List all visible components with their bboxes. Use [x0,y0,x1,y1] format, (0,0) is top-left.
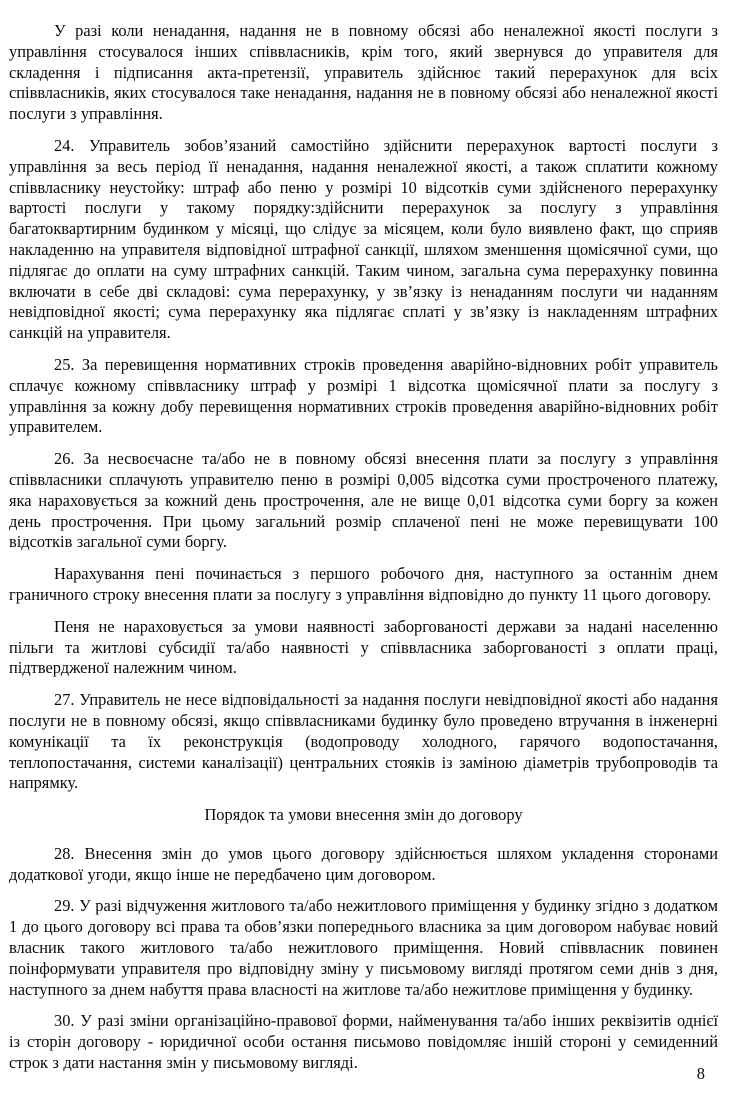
paragraph-clause-30: 30. У разі зміни організаційно-правової форми, найменування та/або інших реквізитів однієї із сторін договору - юридичної особи остання письмово повідомляє іншій стороні у семиденний строк з дати настання змін у письмовому вигляді. [9,1011,718,1073]
paragraph-clause-25: 25. За перевищення нормативних строків проведення аварійно-відновних робіт управитель сплачує кожному співвласнику штраф у розмірі 1 відсотка щомісячної плати за послугу з управління за кожну добу перевищення нормативних строків проведення аварійно-відновних робіт управителем. [9,354,718,437]
paragraph-clause-26: 26. За несвоєчасне та/або не в повному обсязі внесення плати за послугу з управління співвласники сплачують управителю пеню в розмірі 0,005 відсотка суми простроченого платежу, яка нараховується за кожний день прострочення, але не вище 0,01 відсотка суми боргу за кожен день прострочення. При цьому загальний розмір сплаченої пені не може перевищувати 100 відсотків загальної суми боргу. [9,449,718,552]
paragraph-clause-27: 27. Управитель не несе відповідальності за надання послуги невідповідної якості або надання послуги не в повному обсязі, якщо співвласниками будинку було проведено втручання в інженерні комунікації та їх реконструкція (водопроводу холодного, гарячого водопостачання, теплопостачання, системи каналізації) центральних стояків із заміною діаметрів трубопроводів та напрямку. [9,690,718,793]
paragraph-penalty-exemption: Пеня не нараховується за умови наявності заборгованості держави за надані населенню пільги та житлові субсидії та/або наявності у співвласника заборгованості з оплати праці, підтвердженої належним чином. [9,616,718,678]
section-heading-contract-amendments: Порядок та умови внесення змін до договору [204,805,523,825]
paragraph-clause-24: 24. Управитель зобов’язаний самостійно здійснити перерахунок вартості послуги з управління за весь період її ненадання, надання неналежної якості, а також сплатити кожному співвласнику неустойку: штраф або пеню у розмірі 10 відсотків суми здійсненого перерахунку вартості послуги у такому порядку:здійснити перерахунок за послугу з управління багатоквартирним будинком у місяці, що слідує за місяцем, коли було виявлено факт, що сприяв накладенню на управителя відповідної штрафної санкції, шляхом зменшення щомісячної суми, що підлягає до оплати на суму штрафних санкцій. Таким чином, загальна сума перерахунку повинна включати в себе дві складові: сума перерахунку, у зв’язку із ненаданням послуги чи наданням невідповідної якості; сума перерахунку яка підлягає сплаті у зв’язку із накладенням штрафних санкцій на управителя. [9,135,718,343]
paragraph-clause-28: 28. Внесення змін до умов цього договору здійснюється шляхом укладення сторонами додаткової угоди, якщо інше не передбачено цим договором. [9,843,718,884]
paragraph-recalculation-other-coowners: У разі коли ненадання, надання не в повному обсязі або неналежної якості послуги з управління стосувалося інших співвласників, крім того, який звернувся до управителя для складення і підписання акта-претензії, управитель здійснює такий перерахунок для всіх співвласників, яких стосувалося таке ненадання, надання не в повному обсязі або неналежної якості послуги з управління. [9,21,718,124]
paragraph-penalty-start: Нарахування пені починається з першого робочого дня, наступного за останнім днем граничного строку внесення плати за послугу з управління відповідно до пункту 11 цього договору. [9,564,718,604]
page-number: 8 [696,1064,705,1084]
paragraph-clause-29: 29. У разі відчуження житлового та/або нежитлового приміщення у будинку згідно з додатком 1 до цього договору всі права та обов’язки попереднього власника за цим договором набуває новий власник такого житлового та/або нежитлового приміщення. Новий співвласник повинен поінформувати управителя про відповідну зміну у письмовому вигляді протягом семи днів з дня, наступного за днем набуття права власності на житлове та/або нежитлове приміщення у будинку. [9,896,718,999]
